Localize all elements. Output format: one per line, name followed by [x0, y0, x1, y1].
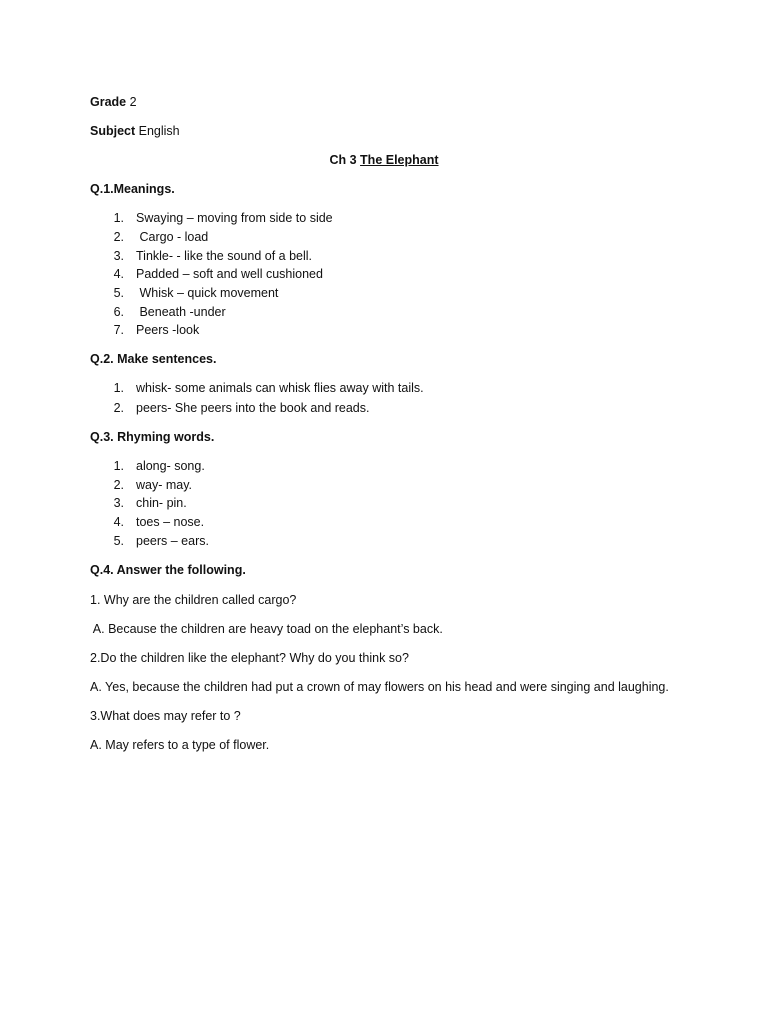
- q1-item-text: Cargo - load: [136, 230, 209, 244]
- chapter-title: The Elephant: [360, 153, 439, 167]
- q4-question: 1. Why are the children called cargo?: [90, 593, 297, 607]
- q3-item-number: 5.: [113, 534, 124, 548]
- q1-item-number: 7.: [113, 323, 124, 337]
- q4-question: 3.What does may refer to ?: [90, 709, 241, 723]
- grade-value: 2: [129, 95, 137, 109]
- q1-item-text: Whisk – quick movement: [136, 286, 279, 300]
- chapter-title-line: [0, 152, 768, 168]
- q1-item-number: 2.: [113, 230, 124, 244]
- chapter-prefix: Ch 3: [329, 153, 357, 167]
- subject-line: [90, 123, 180, 139]
- q1-item-text: Tinkle- - like the sound of a bell.: [136, 249, 313, 263]
- q1-item-number: 3.: [113, 249, 124, 263]
- q1-heading: Q.1.Meanings.: [90, 182, 175, 196]
- q1-item-number: 1.: [113, 211, 124, 225]
- q1-item-number: 5.: [113, 286, 124, 300]
- q3-item-text: peers – ears.: [136, 534, 209, 548]
- q1-item-number: 6.: [113, 305, 124, 319]
- q2-heading: Q.2. Make sentences.: [90, 352, 217, 366]
- subject-label: Subject: [90, 124, 136, 138]
- q1-item-text: Beneath -under: [136, 305, 226, 319]
- q1-item-number: 4.: [113, 267, 124, 281]
- q1-item-text: Padded – soft and well cushioned: [136, 267, 323, 281]
- q3-item-number: 3.: [113, 496, 124, 510]
- q3-item-text: toes – nose.: [136, 515, 205, 529]
- q2-item-text: peers- She peers into the book and reads.: [136, 401, 370, 415]
- q2-item-number: 1.: [113, 381, 124, 395]
- q4-answer: A. Because the children are heavy toad on the elephant’s back.: [90, 622, 443, 636]
- q3-item-number: 1.: [113, 459, 124, 473]
- q1-item-text: Peers -look: [136, 323, 200, 337]
- q3-item-number: 2.: [113, 478, 124, 492]
- q3-item-number: 4.: [113, 515, 124, 529]
- q3-item-text: along- song.: [136, 459, 205, 473]
- q2-item-number: 2.: [113, 401, 124, 415]
- q4-question: 2.Do the children like the elephant? Why do you think so?: [90, 651, 409, 665]
- q3-heading: Q.3. Rhyming words.: [90, 430, 215, 444]
- q4-answer: A. May refers to a type of flower.: [90, 738, 270, 752]
- subject-value: English: [138, 124, 180, 138]
- q4-answer: A. Yes, because the children had put a crown of may flowers on his head and were singing and laughing.: [90, 680, 669, 694]
- q4-heading: Q.4. Answer the following.: [90, 563, 246, 577]
- q2-item-text: whisk- some animals can whisk flies away with tails.: [136, 381, 424, 395]
- q3-item-text: chin- pin.: [136, 496, 187, 510]
- q3-item-text: way- may.: [136, 478, 193, 492]
- grade-line: [90, 94, 137, 110]
- grade-label: Grade: [90, 95, 127, 109]
- q1-item-text: Swaying – moving from side to side: [136, 211, 333, 225]
